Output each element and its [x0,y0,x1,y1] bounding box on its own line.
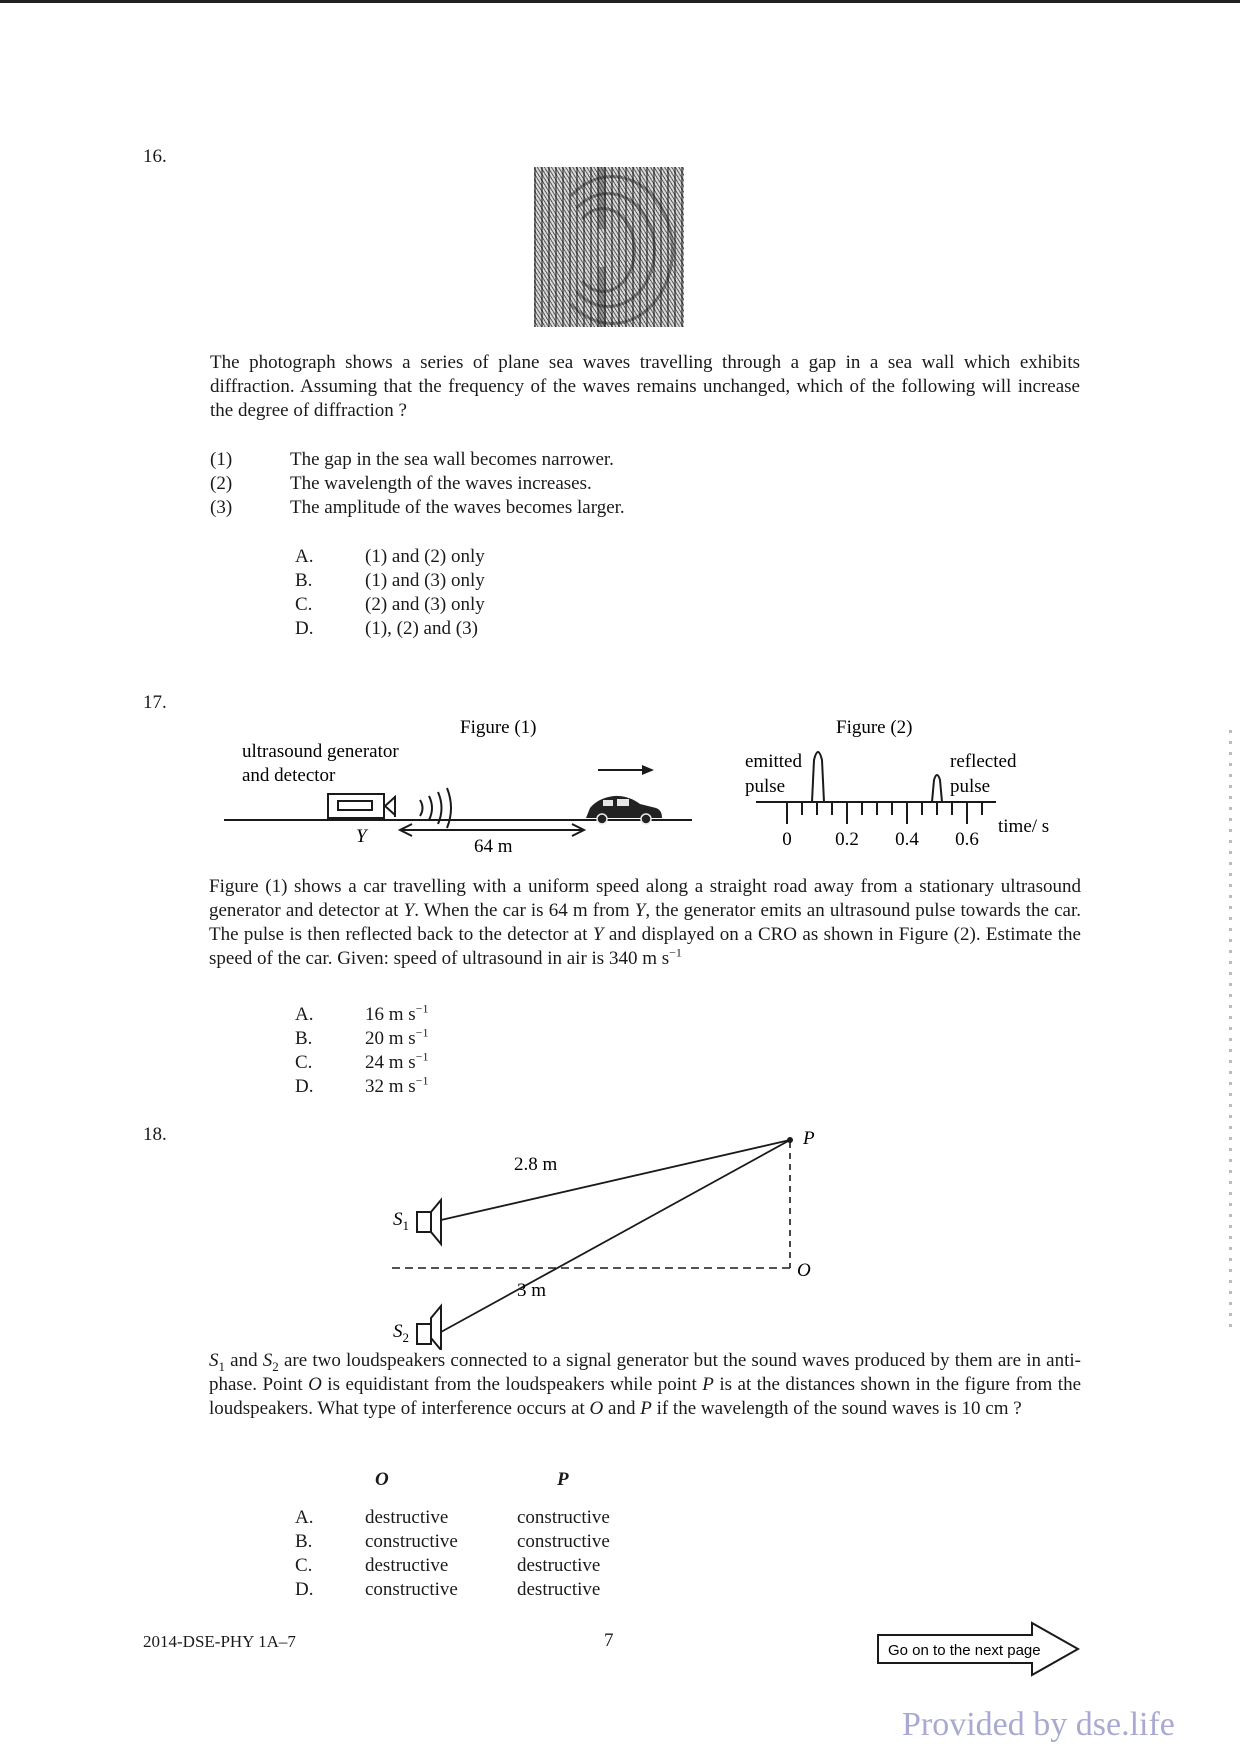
question-16-stem: The photograph shows a series of plane sea waves travelling through a gap in a sea wall which exhibits diffraction. Assuming that the frequency of the waves remains unchanged, which of the following will increase the degree of diffraction ? [210,352,1080,421]
column-header-o: O [375,1469,389,1490]
question-16-number: 16. [143,146,167,167]
point-p-label: P [803,1128,815,1149]
option-o-value: destructive [365,1507,449,1528]
option-letter: D. [295,1579,314,1600]
sea-wall-diffraction-photo [534,167,684,327]
stem-text: , the generator emits an ultrasound pulse towards the car. The pulse is then reflected back to the detector at [209,900,1081,945]
question-17-figures [0,700,1240,860]
option-letter: B. [295,1028,313,1049]
stem-text: . When the car is 64 m from [414,900,635,921]
distance-s2p-label: 3 m [517,1280,547,1301]
option-text: (1) and (3) only [365,570,485,591]
question-18-stem [209,1349,1081,1421]
reflected-label-line2: pulse [950,776,991,797]
generator-label-line1: ultrasound generator [242,741,399,762]
option-letter: A. [295,1507,314,1528]
car-direction-arrow [598,765,654,775]
option-letter: A. [295,546,314,567]
point-y-label: Y [356,826,367,847]
stem-text: Figure (1) shows a car travelling with a uniform speed along a straight road away from a stationary ultrasound generator and detector at [209,876,1081,921]
stem-text: and [225,1350,263,1371]
top-rule [0,0,1240,3]
time-axis-ticks [787,802,982,824]
option-o-value: constructive [365,1531,458,1552]
option-value: 16 m $s^{-1}$ [365,1001,429,1025]
stem-var-o: O [308,1374,322,1395]
s1-label: $S_1$ [393,1209,409,1233]
question-18-figure [0,1120,1240,1350]
reflected-label-line1: reflected [950,751,1017,772]
distance-arrow [400,824,584,836]
option-letter: A. [295,1004,314,1025]
stem-var-s1: S [209,1350,219,1371]
line-s2-p [441,1140,790,1332]
loudspeaker-s1-icon [417,1200,441,1244]
option-o-value: constructive [365,1579,458,1600]
line-s1-p [441,1140,790,1220]
ultrasound-generator-icon [328,794,395,818]
stem-superscript: −1 [669,945,682,960]
reflected-pulse [932,775,942,802]
tick-label-0-4: 0.4 [895,829,919,850]
stem-text: if the wavelength of the sound waves is 10 cm ? [651,1398,1022,1419]
statement-label: (2) [210,473,233,494]
next-page-button[interactable] [876,1620,1082,1678]
question-18-number: 18. [143,1124,167,1145]
option-text: (1) and (2) only [365,546,485,567]
option-value: 20 m $s^{-1}$ [365,1025,429,1049]
option-letter: D. [295,618,314,639]
stem-text: is at the distances shown in the figure from the loudspeakers. What type of interference occurs at [209,1374,1082,1419]
question-18-options [295,1468,745,1608]
question-17-number: 17. [143,692,167,713]
next-page-label: Go on to the next page [888,1642,1041,1659]
figure-2-title: Figure (2) [836,717,913,738]
generator-label-line2: and detector [242,765,336,786]
option-p-value: constructive [517,1507,610,1528]
stem-var-y: Y [592,924,604,945]
stem-var-y: Y [634,900,646,921]
stem-var-s2: S [262,1350,273,1371]
option-letter: C. [295,1052,313,1073]
stem-var-p: P [702,1374,714,1395]
statement-text: The wavelength of the waves increases. [290,473,592,494]
stem-text: are two loudspeakers connected to a signal generator but the sound waves produced by them are in anti-phase. Point [209,1350,1082,1395]
point-p-marker [787,1137,793,1143]
statement-label: (1) [210,449,233,470]
option-p-value: constructive [517,1531,610,1552]
option-letter: B. [295,1531,313,1552]
option-text: (1), (2) and (3) [365,618,478,639]
option-text: (2) and (3) only [365,594,485,615]
tick-label-0: 0 [782,829,792,850]
time-axis-label: time/ s [998,816,1050,837]
question-17-stem [209,875,1081,971]
stem-var-p: P [640,1398,652,1419]
column-header-p: P [557,1469,569,1490]
page-number: 7 [604,1630,614,1651]
tick-label-0-6: 0.6 [955,829,979,850]
stem-var-o: O [589,1398,604,1419]
option-o-value: destructive [365,1555,449,1576]
emitted-label-line1: emitted [745,751,802,772]
option-letter: C. [295,1555,313,1576]
stem-subscript: 1 [218,1358,225,1374]
stem-var-y: Y [403,900,415,921]
option-letter: C. [295,594,313,615]
s2-label: $S_2$ [393,1321,409,1345]
loudspeaker-s2-icon [417,1306,441,1350]
option-letter: B. [295,570,313,591]
stem-text: and [603,1398,641,1419]
distance-s1p-label: 2.8 m [514,1154,558,1175]
point-o-label: O [797,1260,811,1281]
statement-text: The amplitude of the waves becomes larger. [290,497,625,518]
paper-code: 2014-DSE-PHY 1A–7 [143,1632,296,1651]
option-p-value: destructive [517,1579,601,1600]
option-value: 32 m $s^{-1}$ [365,1073,429,1097]
option-p-value: destructive [517,1555,601,1576]
option-letter: D. [295,1076,314,1097]
stem-subscript: 2 [272,1358,279,1374]
emitted-pulse [812,752,824,802]
statement-text: The gap in the sea wall becomes narrower. [290,449,614,470]
stem-text: is equidistant from the loudspeakers while point [321,1374,703,1395]
watermark: Provided by dse.life [902,1706,1175,1743]
tick-label-0-2: 0.2 [835,829,859,850]
sound-waves-icon [420,788,451,828]
statement-label: (3) [210,497,233,518]
stem-text: and displayed on a CRO as shown in Figure (2). Estimate the speed of the car. Given: speed of ultrasound in air is 340 m s [209,924,1081,969]
option-value: 24 m $s^{-1}$ [365,1049,429,1073]
emitted-label-line2: pulse [745,776,786,797]
figure-1-title: Figure (1) [460,717,537,738]
distance-label: 64 m [474,836,513,857]
